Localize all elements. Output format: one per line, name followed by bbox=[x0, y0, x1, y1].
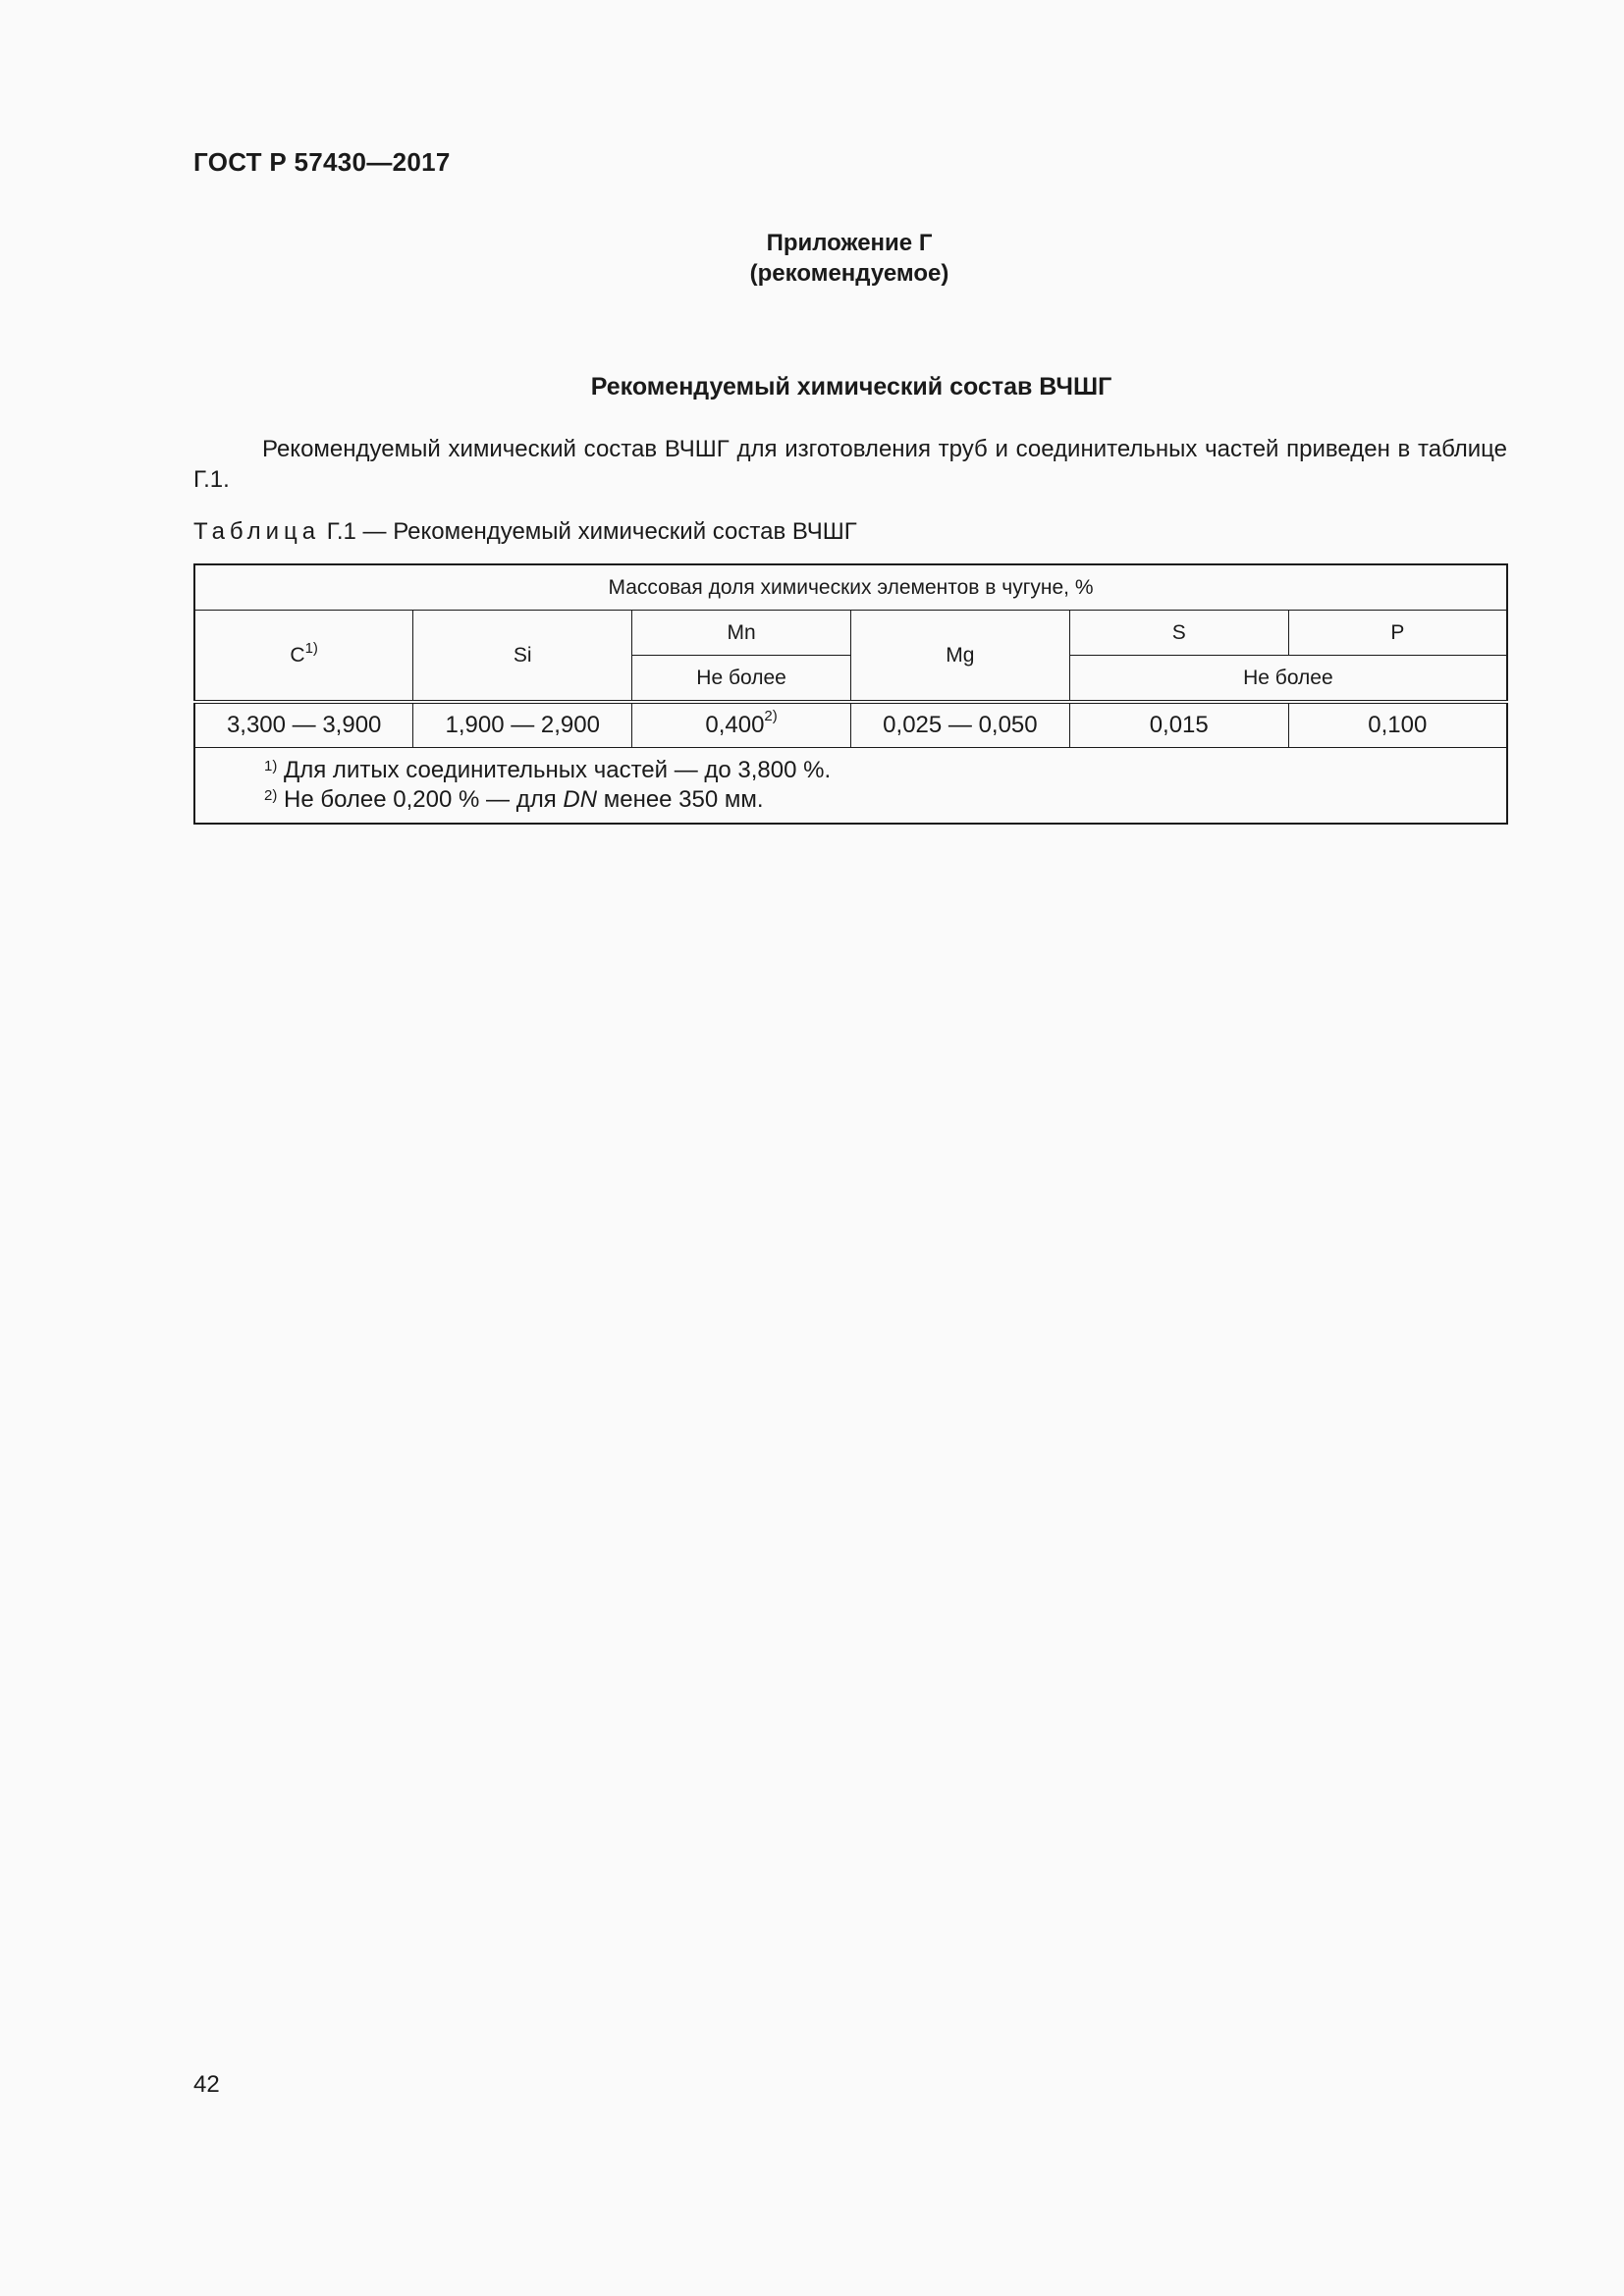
column-header-si: Si bbox=[413, 611, 632, 703]
cell-p: 0,100 bbox=[1288, 702, 1507, 748]
document-code: ГОСТ Р 57430—2017 bbox=[193, 147, 451, 177]
chemical-composition-table bbox=[193, 563, 1508, 825]
page-number: 42 bbox=[193, 2071, 220, 2098]
intro-paragraph: Рекомендуемый химический состав ВЧШГ для изготовления труб и соединительных частей приведен в таблице Г.1. bbox=[193, 436, 1507, 493]
cell-mg: 0,025 — 0,050 bbox=[850, 702, 1069, 748]
table-caption bbox=[193, 518, 857, 546]
cell-s: 0,015 bbox=[1069, 702, 1288, 748]
cell-mn bbox=[632, 702, 851, 748]
table-footnotes bbox=[194, 748, 1507, 825]
footnote-dn-term: DN bbox=[563, 786, 598, 813]
limit-label-s-p: Не более bbox=[1069, 656, 1507, 703]
footnote-text: Для литых соединительных частей — до 3,800 %. bbox=[277, 757, 832, 783]
table-row bbox=[194, 702, 1507, 748]
footnote-2 bbox=[264, 785, 1506, 815]
column-header-s: S bbox=[1069, 611, 1288, 656]
appendix-heading bbox=[0, 228, 1624, 289]
footnote-mark: 2) bbox=[264, 787, 278, 804]
footnote-1 bbox=[264, 756, 1506, 785]
column-header-mg: Mg bbox=[850, 611, 1069, 703]
column-header-c-label: С bbox=[290, 643, 305, 667]
footnote-mark: 2) bbox=[764, 708, 778, 724]
table-caption-word: Таблица bbox=[193, 518, 321, 545]
footnote-text: менее 350 мм. bbox=[597, 786, 764, 813]
appendix-title: Приложение Г bbox=[766, 230, 933, 256]
footnote-text: Не более 0,200 % — для bbox=[277, 786, 564, 813]
column-header-p: P bbox=[1288, 611, 1507, 656]
cell-c: 3,300 — 3,900 bbox=[194, 702, 413, 748]
column-header-c bbox=[194, 611, 413, 703]
column-header-mn: Mn bbox=[632, 611, 851, 656]
limit-label-mn: Не более bbox=[632, 656, 851, 703]
table-header-mass-fraction: Массовая доля химических элементов в чугуне, % bbox=[194, 564, 1507, 611]
cell-si: 1,900 — 2,900 bbox=[413, 702, 632, 748]
appendix-status: (рекомендуемое) bbox=[749, 260, 949, 287]
footnote-mark: 1) bbox=[264, 758, 278, 774]
section-title: Рекомендуемый химический состав ВЧШГ bbox=[590, 373, 1112, 400]
footnote-mark: 1) bbox=[304, 639, 318, 657]
table-caption-text: Г.1 — Рекомендуемый химический состав ВЧШГ bbox=[320, 518, 857, 545]
cell-mn-value: 0,400 bbox=[705, 712, 765, 738]
